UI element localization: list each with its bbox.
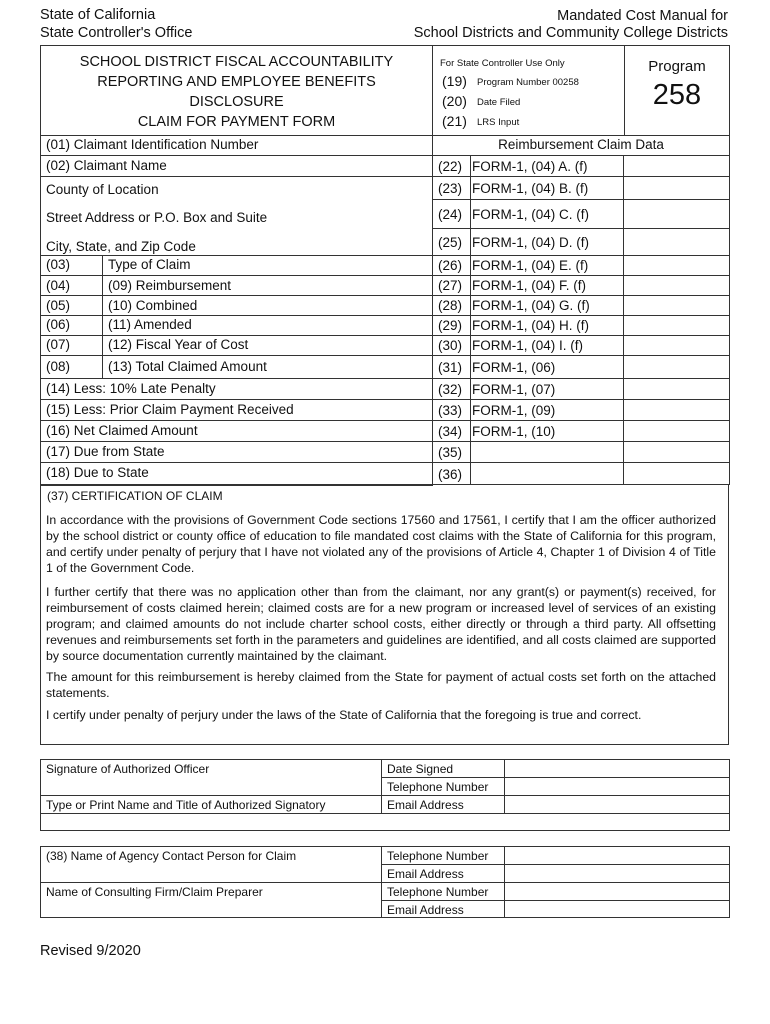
signatory-name-field[interactable]: [42, 814, 728, 830]
reimbursement-amount-field[interactable]: [624, 296, 728, 314]
certification-box: [40, 484, 729, 745]
reimbursement-amount-field[interactable]: [624, 463, 728, 484]
field-17-label: (17) Due from State: [46, 444, 165, 459]
street-label: Street Address or P.O. Box and Suite: [46, 210, 268, 225]
field-20-num: (20): [442, 93, 467, 109]
reimbursement-row: [432, 255, 730, 275]
field-21-label: LRS Input: [477, 117, 520, 128]
firm-email-field[interactable]: [506, 901, 728, 917]
field-16-label: (16) Net Claimed Amount: [46, 423, 198, 438]
reimbursement-row-number: (23): [438, 181, 463, 196]
field-09-label: (09) Reimbursement: [108, 278, 232, 293]
telephone-label: Telephone Number: [387, 780, 489, 794]
reimbursement-row: [432, 228, 730, 255]
reimbursement-row: [432, 462, 730, 485]
field-14-label: (14) Less: 10% Late Penalty: [46, 381, 216, 396]
field-19-num: (19): [442, 73, 467, 89]
field-13-label: (13) Total Claimed Amount: [108, 359, 267, 374]
reimbursement-row: [432, 176, 730, 199]
office-name: State Controller's Office: [40, 25, 193, 41]
reimbursement-row-label: FORM-1, (04) H. (f): [472, 318, 589, 333]
reimbursement-row-label: FORM-1, (04) E. (f): [472, 258, 589, 273]
reimbursement-row-number: (31): [438, 360, 463, 375]
certification-paragraph-4: I certify under penalty of perjury under the laws of the State of California that the foregoing is true and correct.: [46, 708, 642, 722]
telephone-field[interactable]: [506, 778, 728, 794]
reimbursement-amount-field[interactable]: [624, 442, 728, 461]
contact-email-field[interactable]: [506, 865, 728, 881]
reimbursement-amount-field[interactable]: [624, 316, 728, 334]
reimbursement-row-number: (26): [438, 258, 463, 273]
reimbursement-row-label: FORM-1, (09): [472, 403, 556, 418]
reimbursement-amount-field[interactable]: [624, 356, 728, 377]
field-01-label: (01) Claimant Identification Number: [46, 137, 259, 152]
form-title-box: [40, 45, 433, 136]
reimbursement-row: [432, 378, 730, 399]
reimbursement-amount-field[interactable]: [624, 276, 728, 294]
reimbursement-row-number: (32): [438, 382, 463, 397]
reimbursement-amount-field[interactable]: [624, 229, 728, 254]
reimbursement-heading: Reimbursement Claim Data: [498, 137, 664, 152]
reimbursement-row-number: (35): [438, 445, 463, 460]
signatory-name-label: Type or Print Name and Title of Authorized Signatory: [46, 798, 326, 812]
reimbursement-row-label: FORM-1, (04) I. (f): [472, 338, 583, 353]
reimbursement-row: [432, 295, 730, 315]
form-title-line4: CLAIM FOR PAYMENT FORM: [137, 114, 336, 130]
type-of-claim-label: Type of Claim: [108, 257, 191, 272]
reimbursement-amount-field[interactable]: [624, 156, 728, 175]
reimbursement-row-label: FORM-1, (04) B. (f): [472, 181, 589, 196]
reimbursement-amount-field[interactable]: [624, 400, 728, 419]
reimbursement-amount-field[interactable]: [624, 200, 728, 227]
city-label: City, State, and Zip Code: [46, 239, 196, 254]
field-04-label: (04): [46, 278, 71, 293]
field-19-label: Program Number 00258: [477, 77, 579, 88]
certification-paragraph-3: The amount for this reimbursement is hereby claimed from the State for payment of actual costs set forth on the attached statements.: [46, 670, 716, 700]
field-06-label: (06): [46, 317, 71, 332]
reimbursement-row-label: FORM-1, (04) A. (f): [472, 159, 588, 174]
field-18-label: (18) Due to State: [46, 465, 149, 480]
signature-label: Signature of Authorized Officer: [46, 762, 210, 776]
reimbursement-row-label: FORM-1, (07): [472, 382, 556, 397]
date-signed-field[interactable]: [506, 760, 728, 776]
program-number: 258: [652, 79, 702, 111]
reimbursement-row: [432, 315, 730, 335]
reimbursement-row: [432, 199, 730, 228]
field-11-label: (11) Amended: [108, 317, 192, 332]
field-12-label: (12) Fiscal Year of Cost: [108, 337, 249, 352]
reimbursement-amount-field[interactable]: [624, 379, 728, 398]
certification-heading: (37) CERTIFICATION OF CLAIM: [47, 489, 223, 503]
reimbursement-row-number: (34): [438, 424, 463, 439]
manual-subtitle: School Districts and Community College Districts: [413, 25, 728, 41]
reimbursement-amount-field[interactable]: [624, 256, 728, 274]
manual-title: Mandated Cost Manual for: [557, 8, 728, 24]
state-name: State of California: [40, 7, 156, 23]
reimbursement-row-label: FORM-1, (04) D. (f): [472, 235, 589, 250]
email-field[interactable]: [506, 796, 728, 812]
reimbursement-row-label: FORM-1, (06): [472, 360, 556, 375]
reimbursement-amount-field[interactable]: [624, 177, 728, 198]
sco-heading: For State Controller Use Only: [440, 58, 565, 69]
form-title-line3: DISCLOSURE: [189, 94, 284, 110]
reimbursement-row-number: (27): [438, 278, 463, 293]
reimbursement-row-number: (24): [438, 207, 463, 222]
form-title-line2: REPORTING AND EMPLOYEE BENEFITS: [97, 74, 376, 90]
field-08-label: (08): [46, 359, 71, 374]
program-box: [624, 45, 730, 136]
program-label: Program: [648, 58, 706, 75]
reimbursement-row: [432, 441, 730, 462]
field-15-label: (15) Less: Prior Claim Payment Received: [46, 402, 294, 417]
contact-telephone-field[interactable]: [506, 847, 728, 863]
reimbursement-row-number: (36): [438, 467, 463, 482]
reimbursement-row: [432, 399, 730, 420]
certification-paragraph-2: I further certify that there was no application other than from the claimant, nor any grant(s) or payment(s) received, for reimbursement of costs claimed herein; claimed costs are for a new program or increased level of services of an existing program; and claimed amounts do not include charter school costs, either directly or through a third party. All offsetting revenues and reimbursements set forth in the parameters and guidelines are identified, and all costs claimed are supported by source documentation currently maintained by the claimant.: [46, 585, 716, 663]
reimbursement-row-number: (25): [438, 235, 463, 250]
firm-email-label: Email Address: [387, 903, 464, 917]
reimbursement-row: [432, 355, 730, 378]
firm-telephone-field[interactable]: [506, 883, 728, 899]
field-02-label: (02) Claimant Name: [46, 158, 167, 173]
reimbursement-row: [432, 335, 730, 355]
revision-date: Revised 9/2020: [40, 943, 141, 959]
field-05-label: (05): [46, 298, 71, 313]
reimbursement-amount-field[interactable]: [624, 421, 728, 440]
reimbursement-row-label: FORM-1, (04) G. (f): [472, 298, 590, 313]
field-20-label: Date Filed: [477, 97, 521, 108]
reimbursement-row-number: (29): [438, 318, 463, 333]
reimbursement-row: [432, 155, 730, 176]
reimbursement-row-label: FORM-1, (10): [472, 424, 556, 439]
reimbursement-row-label: FORM-1, (04) F. (f): [472, 278, 586, 293]
firm-telephone-label: Telephone Number: [387, 885, 489, 899]
reimbursement-row-number: (28): [438, 298, 463, 313]
reimbursement-amount-field[interactable]: [624, 336, 728, 354]
date-signed-label: Date Signed: [387, 762, 454, 776]
reimbursement-row-label: FORM-1, (04) C. (f): [472, 207, 589, 222]
sco-use-box: [432, 45, 625, 136]
reimbursement-row: [432, 275, 730, 295]
county-label: County of Location: [46, 182, 159, 197]
reimbursement-row-number: (30): [438, 338, 463, 353]
field-03-label: (03): [46, 257, 71, 272]
reimbursement-row-number: (22): [438, 159, 463, 174]
form-title-line1: SCHOOL DISTRICT FISCAL ACCOUNTABILITY: [79, 54, 394, 70]
certification-paragraph-1: In accordance with the provisions of Government Code sections 17560 and 17561, I certify that I am the officer authorized by the school district or county office of education to file mandated cost claims with the State of California for this program, and certify under penalty of perjury that I have not violated any of the provisions of Article 4, Chapter 1 of Division 4 of Title 1 of the Government Code.: [46, 513, 716, 575]
field-21-num: (21): [442, 113, 467, 129]
field-10-label: (10) Combined: [108, 298, 198, 313]
contact-email-label: Email Address: [387, 867, 464, 881]
contact-telephone-label: Telephone Number: [387, 849, 489, 863]
reimbursement-row-number: (33): [438, 403, 463, 418]
reimbursement-row: [432, 420, 730, 441]
field-38-label: (38) Name of Agency Contact Person for Claim: [46, 849, 297, 863]
consulting-firm-label: Name of Consulting Firm/Claim Preparer: [46, 885, 263, 899]
email-label: Email Address: [387, 798, 464, 812]
field-07-label: (07): [46, 337, 71, 352]
